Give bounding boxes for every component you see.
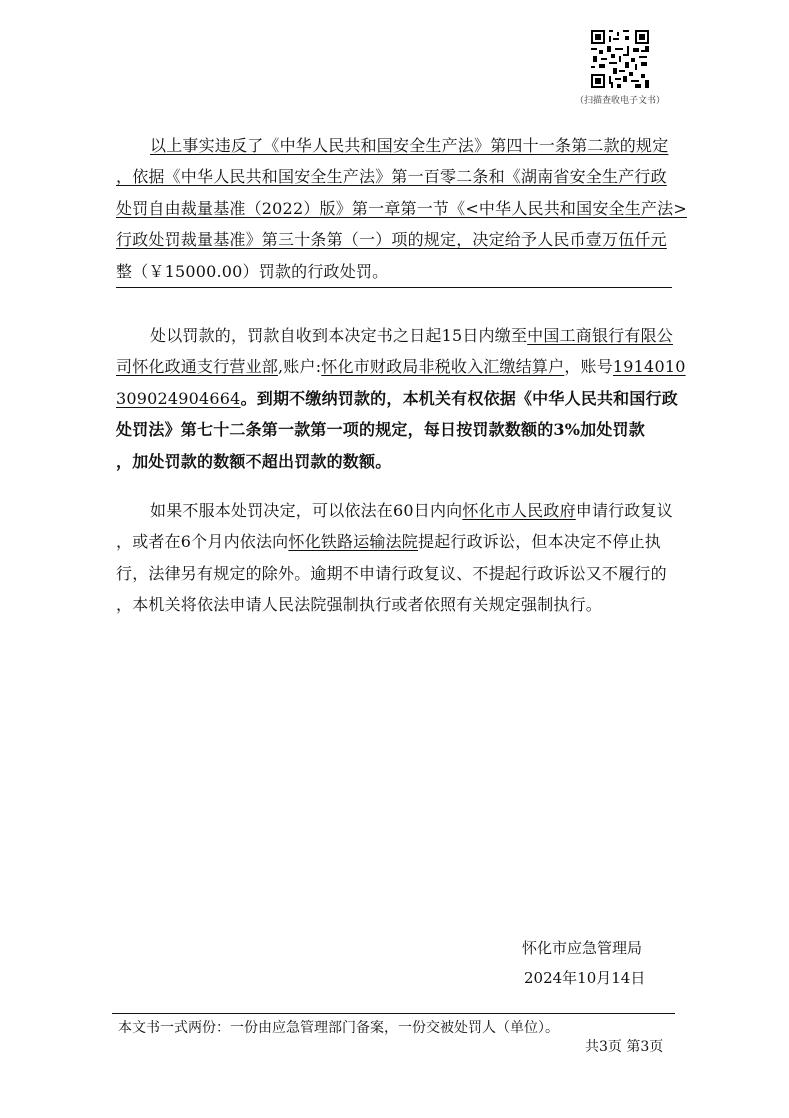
text-line: ，本机关将依法申请人民法院强制执行或者依照有关规定强制执行。 xyxy=(116,595,603,615)
text-line: 处罚自由裁量基准（2022）版》第一章第一节《<中华人民共和国安全生产法> xyxy=(116,198,687,218)
court-name: 怀化铁路运输法院 xyxy=(288,532,418,552)
underlined-text: 以上事实违反了《中华人民共和国安全生产法》第四十一条第二款的规定 xyxy=(150,136,669,155)
qr-code-icon xyxy=(591,30,649,88)
bank-branch: 司怀化政通支行营业部 xyxy=(116,357,279,377)
text-line: 处以罚款的，罚款自收到本决定书之日起15日内缴至中国工商银行有限公 xyxy=(150,326,673,345)
issue-date: 2024年10月14日 xyxy=(524,969,646,987)
footer-note: 本文书一式两份：一份由应急管理部门备案，一份交被处罚人（单位）。 xyxy=(118,1020,559,1036)
paragraph-appeal xyxy=(116,495,672,621)
text-line: ，加处罚款的数额不超出罚款的数额。 xyxy=(116,451,392,471)
text-line: 处罚法》第七十二条第一款第一项的规定，每日按罚款数额的3%加处罚款 xyxy=(116,420,645,440)
bank-name: 中国工商银行有限公 xyxy=(527,326,673,345)
account-number-part1: 1914010 xyxy=(612,357,686,377)
text-line: 309024904664。到期不缴纳罚款的，本机关有权依据《中华人民共和国行政 xyxy=(116,388,678,408)
page-number: 共3页 第3页 xyxy=(585,1039,664,1055)
text-line: 行政处罚裁量基准》第三十条第（一）项的规定，决定给予人民币壹万伍仟元 xyxy=(116,230,667,250)
review-authority: 怀化市人民政府 xyxy=(462,501,576,520)
text-line: 如果不服本处罚决定，可以依法在60日内向怀化市人民政府申请行政复议 xyxy=(150,501,673,520)
text-line xyxy=(116,130,672,161)
paragraph-payment xyxy=(116,320,686,477)
text-line: 整（￥15000.00）罚款的行政处罚。 xyxy=(116,256,672,288)
text-line: 司怀化政通支行营业部,账户:怀化市财政局非税收入汇缴结算户，账号1914010 xyxy=(116,357,686,377)
footer-divider xyxy=(112,1013,675,1014)
text-line: 行，法律另有规定的除外。逾期不申请行政复议、不提起行政诉讼又不履行的 xyxy=(116,563,667,583)
account-name: 怀化市财政局非税收入汇缴结算户 xyxy=(321,357,565,377)
qr-caption: （扫描查收电子文书） xyxy=(574,96,665,106)
paragraph-violation xyxy=(116,130,687,288)
text-line: ，或者在6个月内依法向怀化铁路运输法院提起行政诉讼，但本决定不停止执 xyxy=(116,532,662,552)
account-number-part2: 309024904664 xyxy=(116,388,241,408)
text-line: ，依据《中华人民共和国安全生产法》第一百零二条和《湖南省安全生产行政 xyxy=(116,167,667,187)
issuing-agency: 怀化市应急管理局 xyxy=(522,939,643,957)
